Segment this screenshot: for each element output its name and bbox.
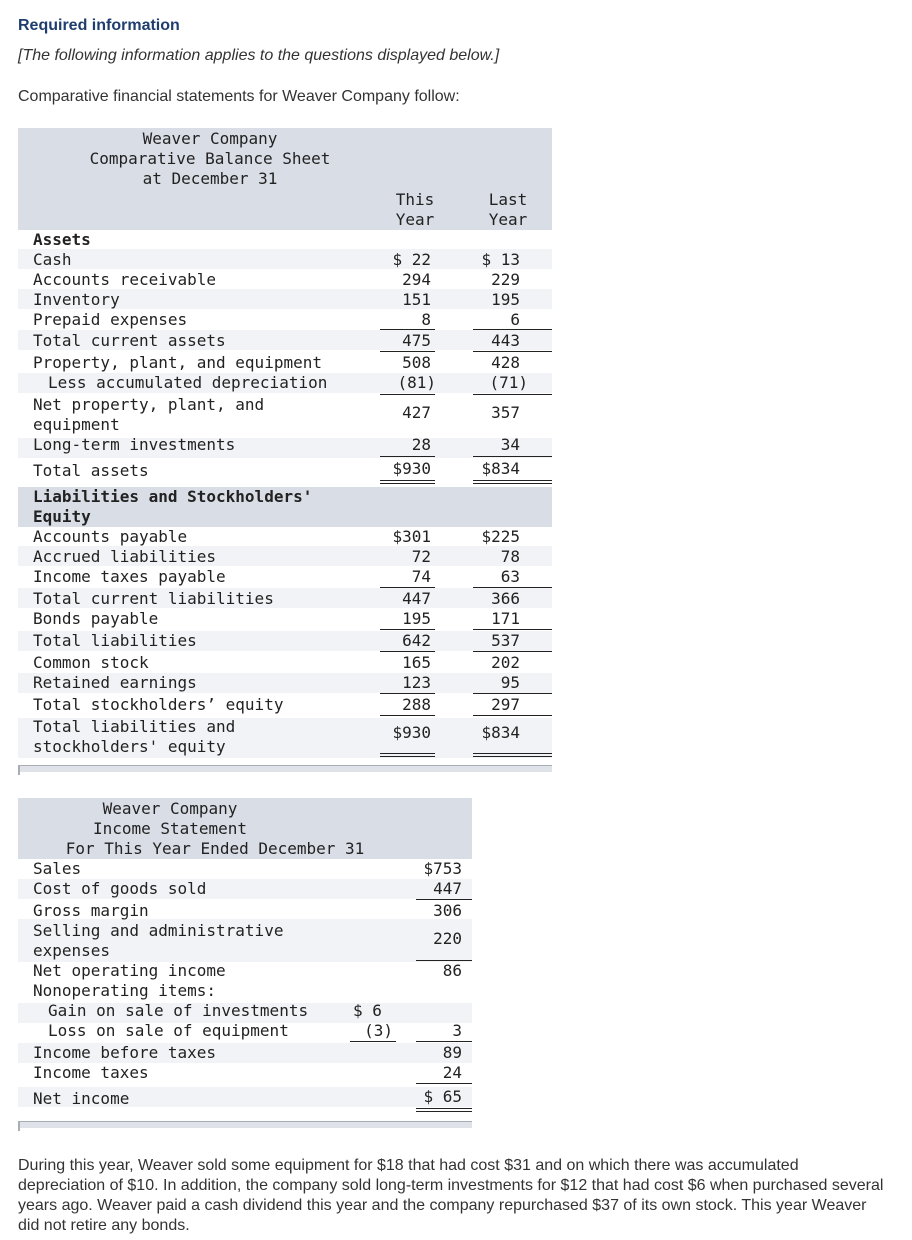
balance-sheet-title: Weaver Company — [142, 129, 278, 148]
row-label: Income taxes payable — [33, 567, 226, 586]
value-last-year: 357 — [491, 403, 520, 422]
row-label: Accounts receivable — [33, 270, 217, 289]
value-this-year: $930 — [392, 723, 431, 742]
row-label: Total current liabilities — [33, 589, 274, 608]
additional-information-text: During this year, Weaver sold some equipment for $18 that had cost $31 and on which there was accumulated depreciation of $10. In addition, the company sold long-term investments for $12 that had cost $6 when purchased several years ago. Weaver paid a cash dividend this year and the company repurchased $37 of its own stock. This year Weaver did not retire any bonds. — [18, 1157, 884, 1234]
horizontal-scrollbar[interactable] — [18, 1121, 472, 1128]
balance-sheet-table — [18, 128, 552, 773]
value-last-year: 78 — [500, 547, 520, 566]
row-label: Accrued liabilities — [33, 547, 217, 566]
value-this-year: 427 — [402, 403, 431, 422]
row-label: Total stockholders’ equity — [33, 695, 284, 714]
row-label: Common stock — [33, 653, 149, 672]
value-this-year: (81) — [397, 373, 436, 392]
row-label: Total current assets — [33, 331, 226, 350]
row-label-cont: stockholders' equity — [33, 737, 226, 756]
row-label: Total liabilities and — [33, 717, 236, 736]
value-this-year: 165 — [402, 653, 431, 672]
row-label: Selling and administrative — [33, 921, 284, 940]
value-this-year: 8 — [421, 310, 431, 329]
value: 86 — [442, 961, 462, 980]
liabilities-heading-cont: Equity — [33, 507, 91, 526]
required-information-heading: Required information — [18, 17, 180, 34]
horizontal-scrollbar[interactable] — [18, 765, 552, 772]
liabilities-heading: Liabilities and Stockholders' — [33, 487, 313, 506]
row-label: Net operating income — [33, 961, 226, 980]
row-label: Income taxes — [33, 1063, 149, 1082]
value-last-year: 63 — [500, 567, 520, 586]
value-last-year: $225 — [481, 527, 520, 546]
value-sub: $ 6 — [353, 1001, 382, 1020]
value-last-year: 537 — [491, 631, 520, 650]
scrollbar-handle[interactable] — [18, 765, 20, 775]
col-header-last-year-2: Year — [488, 210, 528, 229]
row-label: Cost of goods sold — [33, 879, 207, 898]
col-header-this-year: This — [395, 190, 435, 209]
balance-sheet-subtitle: Comparative Balance Sheet — [89, 149, 331, 168]
value: 306 — [433, 901, 462, 920]
value-last-year: 229 — [491, 270, 520, 289]
value: 447 — [433, 879, 462, 898]
value-last-year: 171 — [491, 609, 520, 628]
row-label: Sales — [33, 859, 82, 878]
row-label: Property, plant, and equipment — [33, 353, 322, 372]
value-last-year: 195 — [491, 290, 520, 309]
value-this-year: 74 — [411, 567, 431, 586]
income-statement-table — [18, 798, 472, 1131]
row-label-cont: equipment — [33, 415, 120, 434]
value-this-year: 195 — [402, 609, 431, 628]
value-this-year: 475 — [402, 331, 431, 350]
row-label: Loss on sale of equipment — [48, 1021, 289, 1040]
value: 89 — [442, 1043, 462, 1062]
row-label: Gross margin — [33, 901, 149, 920]
row-label: Prepaid expenses — [33, 310, 188, 329]
row-label: Accounts payable — [33, 527, 188, 546]
row-label: Cash — [33, 250, 72, 269]
value-sub: (3) — [364, 1021, 393, 1040]
row-label: Retained earnings — [33, 673, 197, 692]
row-label: Total liabilities — [33, 631, 197, 650]
intro-text: Comparative financial statements for Weaver Company follow: — [18, 88, 460, 105]
value-last-year: 34 — [500, 435, 520, 454]
value-last-year: 6 — [510, 310, 520, 329]
value-last-year: 95 — [500, 673, 520, 692]
value-this-year: 447 — [402, 589, 431, 608]
row-label: Net income — [33, 1089, 130, 1108]
value-last-year: $834 — [481, 459, 520, 478]
col-header-last-year: Last — [488, 190, 528, 209]
value-this-year: 288 — [402, 695, 431, 714]
value-this-year: $301 — [392, 527, 431, 546]
value-last-year: 428 — [491, 353, 520, 372]
row-label: Long-term investments — [33, 435, 236, 454]
value-last-year: 366 — [491, 589, 520, 608]
row-label: Income before taxes — [33, 1043, 217, 1062]
value-last-year: $834 — [481, 723, 520, 742]
assets-heading: Assets — [33, 230, 91, 249]
income-statement-period: For This Year Ended December 31 — [65, 839, 365, 858]
row-label: Gain on sale of investments — [48, 1001, 309, 1020]
value: 3 — [452, 1021, 462, 1040]
value: $753 — [423, 859, 462, 878]
value: $ 65 — [423, 1087, 462, 1106]
row-label: Total assets — [33, 461, 149, 480]
balance-sheet-date: at December 31 — [142, 169, 278, 188]
value-this-year: 28 — [411, 435, 431, 454]
value-this-year: $ 22 — [392, 250, 431, 269]
value-this-year: 72 — [411, 547, 431, 566]
value-this-year: 294 — [402, 270, 431, 289]
income-statement-subtitle: Income Statement — [92, 819, 248, 838]
row-label: Net property, plant, and — [33, 395, 265, 414]
scrollbar-handle[interactable] — [18, 1121, 20, 1131]
value-this-year: $930 — [392, 459, 431, 478]
instruction-note: [The following information applies to the questions displayed below.] — [18, 47, 500, 64]
value-this-year: 508 — [402, 353, 431, 372]
row-label: Inventory — [33, 290, 120, 309]
row-label: Bonds payable — [33, 609, 159, 628]
value-last-year: 443 — [491, 331, 520, 350]
income-statement-title: Weaver Company — [102, 799, 238, 818]
value-last-year: $ 13 — [481, 250, 520, 269]
value-this-year: 123 — [402, 673, 431, 692]
row-label: Nonoperating items: — [33, 981, 217, 1000]
row-label: Less accumulated depreciation — [48, 373, 328, 392]
value-this-year: 642 — [402, 631, 431, 650]
row-label-cont: expenses — [33, 941, 111, 960]
value: 24 — [442, 1063, 462, 1082]
col-header-this-year-2: Year — [395, 210, 435, 229]
value-this-year: 151 — [402, 290, 431, 309]
value-last-year: (71) — [489, 373, 528, 392]
value: 220 — [433, 929, 462, 948]
value-last-year: 297 — [491, 695, 520, 714]
value-last-year: 202 — [491, 653, 520, 672]
